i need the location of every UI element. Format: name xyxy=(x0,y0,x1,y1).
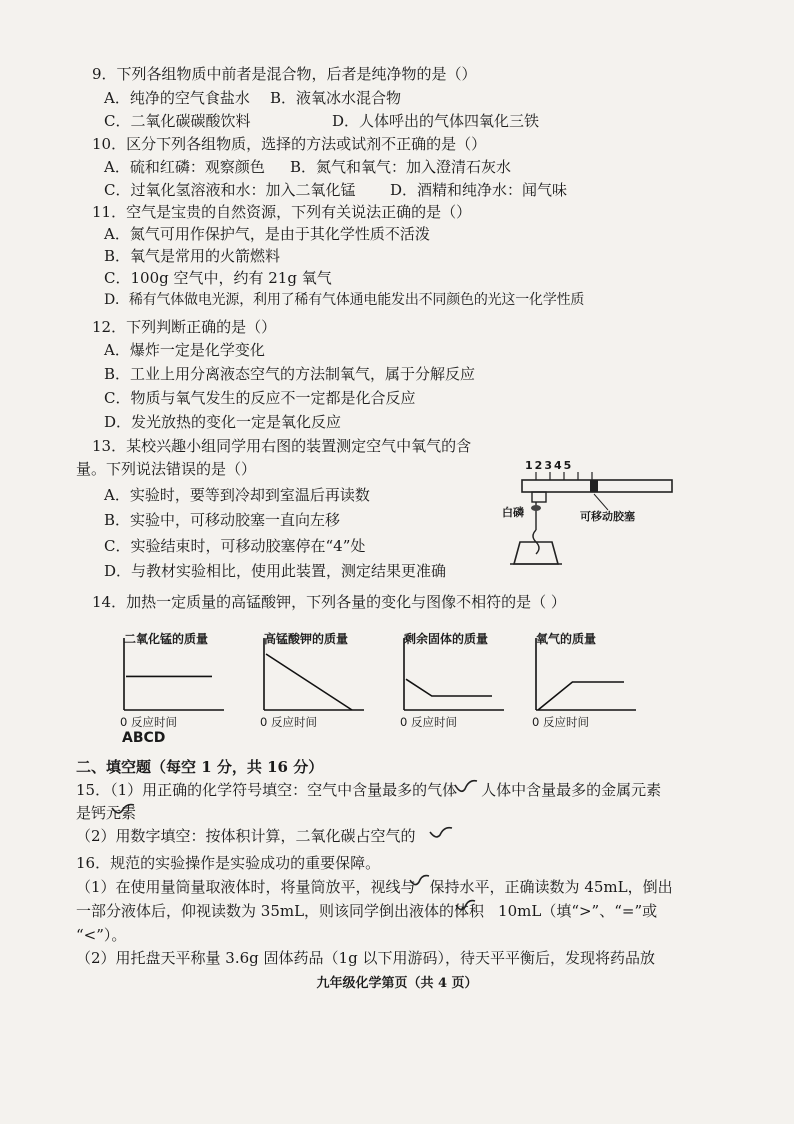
scale-num-2: 2 xyxy=(534,459,545,472)
q10-option-c: C．过氧化氢溶液和水：加入二氧化锰 xyxy=(104,181,356,199)
q12-stem: 12．下列判断正确的是（） xyxy=(92,318,277,336)
q9-option-d: D．人体呼出的气体四氧化三铁 xyxy=(332,112,540,130)
q9-option-b: B．液氧冰水混合物 xyxy=(270,89,402,107)
chart-2-ylabel: 高锰酸钾的质量 xyxy=(264,632,349,646)
chart-2-xlabel: 0 反应时间 xyxy=(260,715,317,729)
check-mark-3 xyxy=(430,828,452,837)
scale-num-5: 5 xyxy=(563,459,574,472)
q9-stem: 9．下列各组物质中前者是混合物，后者是纯净物的是（） xyxy=(92,65,477,83)
q12-option-c: C．物质与氧气发生的反应不一定都是化合反应 xyxy=(104,389,416,407)
apparatus-label-stopper: 可移动胶塞 xyxy=(580,510,635,523)
chart-3-ylabel: 剩余固体的质量 xyxy=(404,632,489,646)
q16-p2b: 10mL（填“>”、“=”或 xyxy=(498,902,658,920)
q16-p1b: 保持水平，正确读数为 45mL，倒出 xyxy=(429,878,673,896)
chart-1-ylabel: 二氧化锰的质量 xyxy=(124,632,209,646)
q13-stem-line2: 量。下列说法错误的是（） xyxy=(76,460,257,478)
q15-line1-text: 15．（1）用正确的化学符号填空：空气中含量最多的气体 xyxy=(76,781,458,799)
q14-stem: 14．加热一定质量的高锰酸钾，下列各量的变化与图像不相符的是（ ） xyxy=(92,593,566,611)
q12-option-b: B．工业上用分离液态空气的方法制氧气，属于分解反应 xyxy=(104,365,476,383)
q12-option-d: D．发光放热的变化一定是氧化反应 xyxy=(104,413,342,431)
q13-option-a: A．实验时，要等到冷却到室温后再读数 xyxy=(104,486,370,504)
q16-p4: （2）用托盘天平称量 3.6g 固体药品（1g 以下用游码），待天平平衡后，发现将药品放 xyxy=(76,949,655,967)
q10-option-b: B．氮气和氧气：加入澄清石灰水 xyxy=(290,158,512,176)
q15-line1b-text: 人体中含量最多的金属元素 xyxy=(481,781,662,799)
q10-stem: 10．区分下列各组物质，选择的方法或试剂不正确的是（） xyxy=(92,135,487,153)
q13-option-c: C．实验结束时，可移动胶塞停在“4”处 xyxy=(104,537,366,555)
check-mark-2 xyxy=(112,805,134,813)
q10-option-d: D．酒精和纯净水：闻气味 xyxy=(390,181,568,199)
section2-heading: 二、填空题（每空 1 分，共 16 分） xyxy=(76,758,324,776)
q11-option-c: C．100g 空气中，约有 21g 氧气 xyxy=(104,269,332,287)
q16-p3: “<”）。 xyxy=(76,926,127,944)
q13-stem-line1: 13．某校兴趣小组同学用右图的装置测定空气中氧气的含 xyxy=(92,437,472,455)
q16-p2a: 一部分液体后，仰视读数为 35mL，则该同学倒出液体的体积 xyxy=(76,902,485,920)
check-mark-1 xyxy=(455,781,477,792)
q12-option-a: A．爆炸一定是化学变化 xyxy=(104,341,265,359)
q11-option-b: B．氧气是常用的火箭燃料 xyxy=(104,247,281,265)
scale-num-1: 1 xyxy=(525,459,535,472)
q11-option-d: D．稀有气体做电光源，利用了稀有气体通电能发出不同颜色的光这一化学性质 xyxy=(104,292,585,308)
chart-4-ylabel: 氧气的质量 xyxy=(536,632,597,646)
chart-4-xlabel: 0 反应时间 xyxy=(532,715,589,729)
q9-option-a: A．纯净的空气食盐水 xyxy=(104,89,250,107)
q10-option-a: A．硫和红磷：观察颜色 xyxy=(104,158,265,176)
q13-option-b: B．实验中，可移动胶塞一直向左移 xyxy=(104,511,341,529)
page-footer: 九年级化学第页（共 4 页） xyxy=(316,976,478,991)
q9-option-c: C．二氧化碳碳酸饮料 xyxy=(104,112,251,130)
q11-option-a: A．氮气可用作保护气，是由于其化学性质不活泼 xyxy=(104,225,430,243)
q14-option-letters: ABCD xyxy=(122,730,166,746)
q16-stem: 16．规范的实验操作是实验成功的重要保障。 xyxy=(76,854,381,872)
q15-line3: （2）用数字填空：按体积计算，二氧化碳占空气的 xyxy=(76,827,416,845)
apparatus-label-phosphorus: 白磷 xyxy=(502,506,524,519)
scale-num-3: 3 xyxy=(544,459,554,472)
q16-p1a: （1）在使用量筒量取液体时，将量筒放平，视线与 xyxy=(76,878,416,896)
q15-line2: 是钙元素 xyxy=(76,804,137,822)
chart-3-xlabel: 0 反应时间 xyxy=(400,715,457,729)
q11-stem: 11．空气是宝贵的自然资源，下列有关说法正确的是（） xyxy=(92,203,472,221)
q13-option-d: D．与教材实验相比，使用此装置，测定结果更准确 xyxy=(104,562,447,580)
scale-num-4: 4 xyxy=(553,459,564,472)
check-mark-5 xyxy=(456,901,475,910)
chart-1-xlabel: 0 反应时间 xyxy=(120,715,177,729)
check-mark-4 xyxy=(410,876,429,885)
